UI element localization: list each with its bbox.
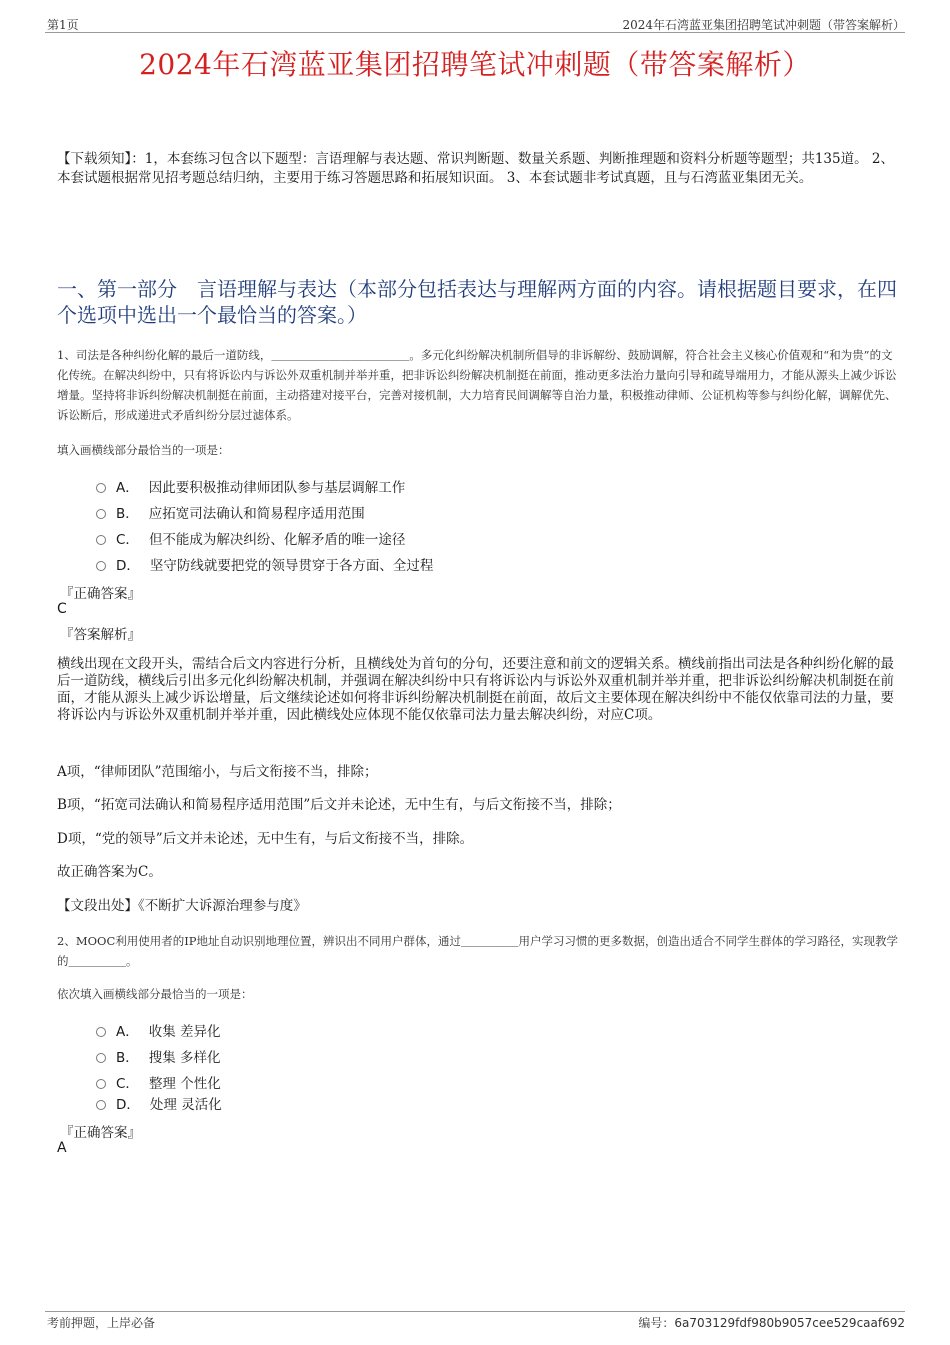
question-1-option-b[interactable]: [96, 502, 365, 522]
question-1-note-a: A项，“律师团队”范围缩小，与后文衔接不当，排除；: [57, 764, 378, 780]
question-2-text: 2、MOOC利用使用者的IP地址自动识别地理位置，辨识出不同用户群体，通过＿＿＿＿＿用户学习习惯的更多数据，创造出适合不同学生群体的学习路径，实现教学的＿＿＿＿＿。: [57, 934, 899, 968]
radio-icon[interactable]: [96, 1079, 106, 1089]
question-1-answer-label: 『正确答案』: [60, 586, 141, 602]
question-2-option-d[interactable]: [96, 1093, 222, 1113]
option-text: 搜集 多样化: [148, 1050, 221, 1066]
question-2-answer: A: [57, 1140, 67, 1156]
header-page-number: 第1页: [47, 18, 79, 32]
radio-icon[interactable]: [96, 483, 106, 493]
option-letter: C．: [116, 532, 139, 548]
question-1-option-d[interactable]: [96, 554, 433, 574]
option-letter: D．: [116, 558, 140, 574]
question-2-option-a[interactable]: [96, 1020, 221, 1040]
question-1-option-a[interactable]: [96, 476, 405, 496]
option-letter: B．: [116, 1050, 139, 1066]
footer-code-label: 编号：: [638, 1316, 675, 1330]
option-text: 因此要积极推动律师团队参与基层调解工作: [148, 480, 406, 496]
radio-icon[interactable]: [96, 535, 106, 545]
radio-icon[interactable]: [96, 561, 106, 571]
section-heading: 一、第一部分 言语理解与表达（本部分包括表达与理解两方面的内容。请根据题目要求，在四个选项中选出一个最恰当的答案。）: [57, 277, 897, 327]
option-letter: B．: [116, 506, 139, 522]
footer-slogan: 考前押题，上岸必备: [47, 1316, 156, 1330]
question-1-option-c[interactable]: [96, 528, 405, 548]
footer-code: [638, 1314, 905, 1331]
footer-rule: [45, 1311, 905, 1312]
radio-icon[interactable]: [96, 509, 106, 519]
question-1-analysis-label: 『答案解析』: [60, 627, 141, 643]
question-2-option-b[interactable]: [96, 1046, 221, 1066]
question-1-text: 1、司法是各种纠纷化解的最后一道防线，＿＿＿＿＿＿＿＿＿＿＿＿。多元化纠纷解决机制所倡导的非诉解纷、鼓励调解，符合社会主义核心价值观和“和为贵”的文化传统。在解决纠纷中，只有将诉讼内与诉讼外双重机制并举并重，把非诉讼纠纷解决机制挺在前面，推动更多法治力量向引导和疏导端用力，才能从源头上减少诉讼增量。坚持将非诉纠纷解决机制挺在前面，主动搭建对接平台，完善对接机制，大力培育民间调解等自治力量，积极推动律师、公证机构等参与纠纷化解，调解优先、诉讼断后，形成递进式矛盾纠纷分层过滤体系。: [57, 348, 897, 422]
question-1-note-b: B项，“拓宽司法确认和简易程序适用范围”后文并未论述，无中生有，与后文衔接不当，排除；: [57, 797, 621, 813]
option-letter: A．: [116, 480, 139, 496]
option-text: 但不能成为解决纠纷、化解矛盾的唯一途径: [148, 532, 406, 548]
page-title: 2024年石湾蓝亚集团招聘笔试冲刺题（带答案解析）: [139, 48, 811, 81]
footer-code-value: 6a703129fdf980b9057cee529caaf692: [674, 1316, 905, 1330]
question-1-answer: C: [57, 601, 67, 617]
download-notice: 【下载须知】：1，本套练习包含以下题型：言语理解与表达题、常识判断题、数量关系题、判断推理题和资料分析题等题型；共135道。 2、本套试题根据常见招考题总结归纳，主要用于练习答题思路和拓展知识面。 3、本套试题非考试真题，且与石湾蓝亚集团无关。: [57, 151, 894, 186]
question-2-answer-label: 『正确答案』: [60, 1125, 141, 1141]
question-2-option-c[interactable]: [96, 1072, 221, 1092]
radio-icon[interactable]: [96, 1027, 106, 1037]
option-text: 收集 差异化: [148, 1024, 221, 1040]
header-doc-title: 2024年石湾蓝亚集团招聘笔试冲刺题（带答案解析）: [622, 18, 905, 32]
radio-icon[interactable]: [96, 1100, 106, 1110]
option-letter: D．: [116, 1097, 140, 1113]
question-1-analysis: 横线出现在文段开头，需结合后文内容进行分析，且横线处为首句的分句，还要注意和前文的逻辑关系。横线前指出司法是各种纠纷化解的最后一道防线，横线后引出多元化纠纷解决机制，并强调在解决纠纷中只有将诉讼内与诉讼外双重机制并举并重，把非诉讼纠纷解决机制挺在前面，才能从源头上减少诉讼增量，后文继续论述如何将非诉纠纷解决机制挺在前面，故后文主要体现在解决纠纷中不能仅依靠司法的力量，要将诉讼内与诉讼外双重机制并举并重，因此横线处应体现不能仅依靠司法力量去解决纠纷，对应C项。: [57, 656, 894, 723]
option-letter: C．: [116, 1076, 139, 1092]
question-1-prompt: 填入画横线部分最恰当的一项是：: [57, 443, 230, 457]
question-1-note-d: D项，“党的领导”后文并未论述，无中生有，与后文衔接不当，排除。: [57, 831, 474, 847]
header-rule: [45, 32, 905, 33]
option-text: 处理 灵活化: [149, 1097, 222, 1113]
question-2-prompt: 依次填入画横线部分最恰当的一项是：: [57, 987, 253, 1001]
radio-icon[interactable]: [96, 1053, 106, 1063]
option-text: 坚守防线就要把党的领导贯穿于各方面、全过程: [149, 558, 434, 574]
option-text: 整理 个性化: [148, 1076, 221, 1092]
question-1-source: 【文段出处】《不断扩大诉源治理参与度》: [57, 898, 307, 914]
option-text: 应拓宽司法确认和简易程序适用范围: [148, 506, 365, 522]
option-letter: A．: [116, 1024, 139, 1040]
question-1-conclusion: 故正确答案为C。: [57, 864, 162, 880]
